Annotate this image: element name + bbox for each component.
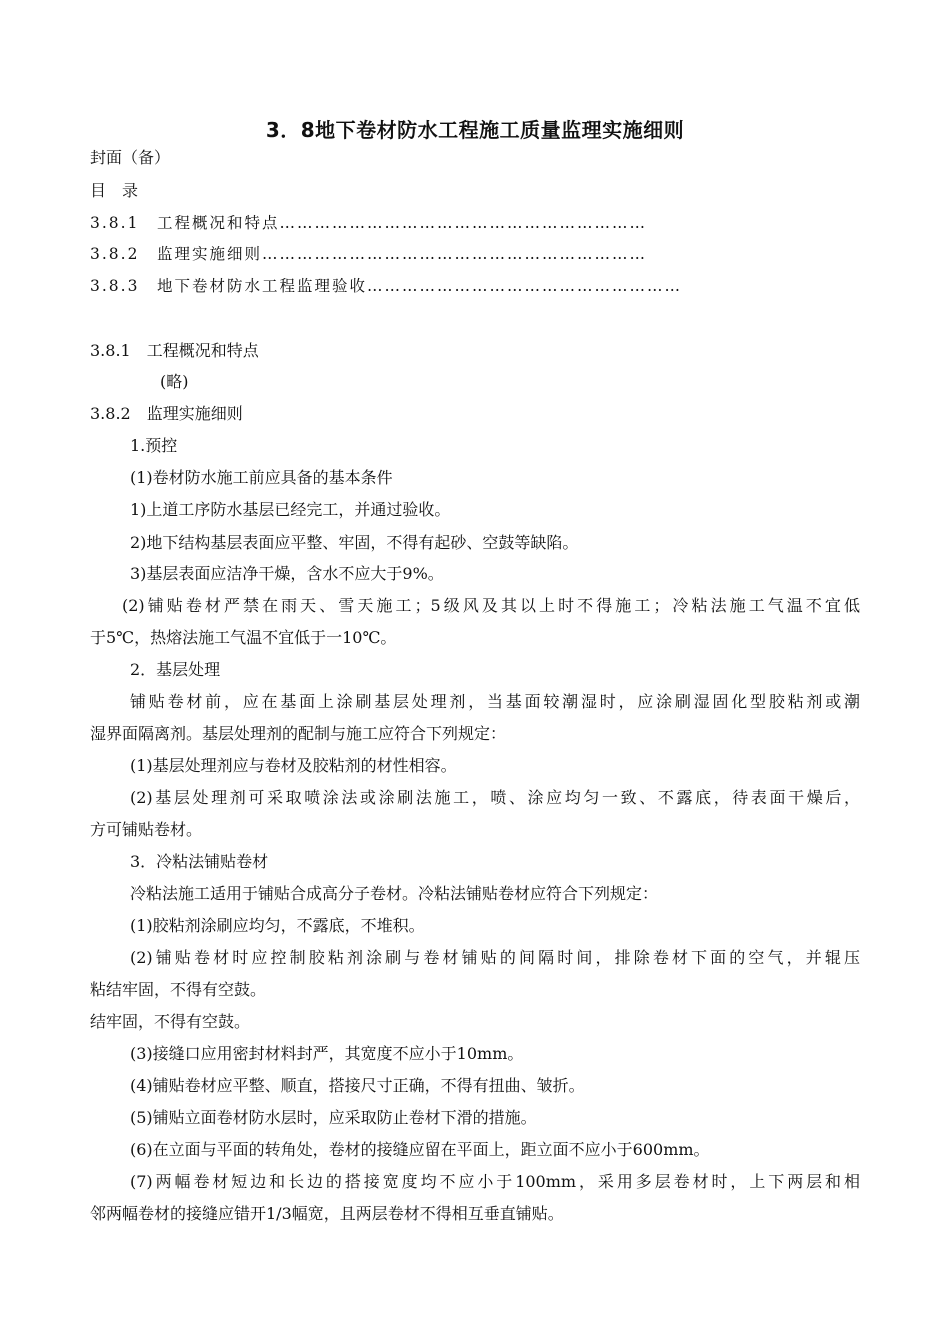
paragraph: 方可铺贴卷材。 [90,820,203,839]
paragraph: (1)卷材防水施工前应具备的基本条件 [130,468,393,487]
paragraph: (5)铺贴立面卷材防水层时，应采取防止卷材下滑的措施。 [130,1108,537,1127]
section-heading: 3.8.1 工程概况和特点 [90,341,259,360]
paragraph: (6)在立面与平面的转角处，卷材的接缝应留在平面上，距立面不应小于600mm。 [130,1140,710,1159]
toc-heading: 目 录 [90,181,139,200]
cover-note: 封面（备） [90,148,171,167]
paragraph: 铺贴卷材前，应在基面上涂刷基层处理剂，当基面较潮湿时，应涂刷湿固化型胶粘剂或潮 [130,692,860,711]
paragraph: (2)基层处理剂可采取喷涂法或涂刷法施工，喷、涂应均匀一致、不露底，待表面干燥后， [130,788,860,807]
subheading: 1.预控 [130,436,178,455]
paragraph: 粘结牢固，不得有空鼓。 [90,980,267,999]
paragraph: (3)接缝口应用密封材料封严，其宽度不应小于10mm。 [130,1044,524,1063]
paragraph: 于5℃，热熔法施工气温不宜低于一10℃。 [90,628,397,647]
paragraph: 3)基层表面应洁净干燥，含水不应大于9%。 [130,564,444,583]
paragraph: 湿界面隔离剂。基层处理剂的配制与施工应符合下列规定： [90,724,507,743]
subheading: 3．冷粘法铺贴卷材 [130,852,269,871]
paragraph: 冷粘法施工适用于铺贴合成高分子卷材。冷粘法铺贴卷材应符合下列规定： [130,884,659,903]
paragraph: (1)胶粘剂涂刷应均匀，不露底，不堆积。 [130,916,425,935]
paragraph: (2)铺贴卷材时应控制胶粘剂涂刷与卷材铺贴的间隔时间，排除卷材下面的空气，并辊压 [130,948,860,967]
paragraph: 结牢固，不得有空鼓。 [90,1012,251,1031]
section-heading: 3.8.2 监理实施细则 [90,404,243,423]
paragraph: (2)铺贴卷材严禁在雨天、雪天施工；5级风及其以上时不得施工；冷粘法施工气温不宜低 [122,596,860,615]
document-title: 3．8地下卷材防水工程施工质量监理实施细则 [265,118,685,142]
paragraph: (略) [160,372,189,391]
paragraph: (1)基层处理剂应与卷材及胶粘剂的材性相容。 [130,756,457,775]
paragraph: (4)铺贴卷材应平整、顺直，搭接尺寸正确，不得有扭曲、皱折。 [130,1076,585,1095]
paragraph: (7)两幅卷材短边和长边的搭接宽度均不应小于100mm，采用多层卷材时，上下两层和相 [130,1172,860,1191]
toc-item: 3.8.3 地下卷材防水工程监理验收……………………………………………… [90,277,682,295]
paragraph: 1)上道工序防水基层已经完工，并通过验收。 [130,500,451,519]
paragraph: 邻两幅卷材的接缝应错开1/3幅宽，且两层卷材不得相互垂直铺贴。 [90,1204,564,1223]
paragraph: 2)地下结构基层表面应平整、牢固，不得有起砂、空鼓等缺陷。 [130,533,579,552]
toc-item: 3.8.2 监理实施细则………………………………………………………… [90,245,647,263]
toc-item: 3.8.1 工程概况和特点……………………………………………………… [90,214,647,232]
subheading: 2．基层处理 [130,660,221,679]
